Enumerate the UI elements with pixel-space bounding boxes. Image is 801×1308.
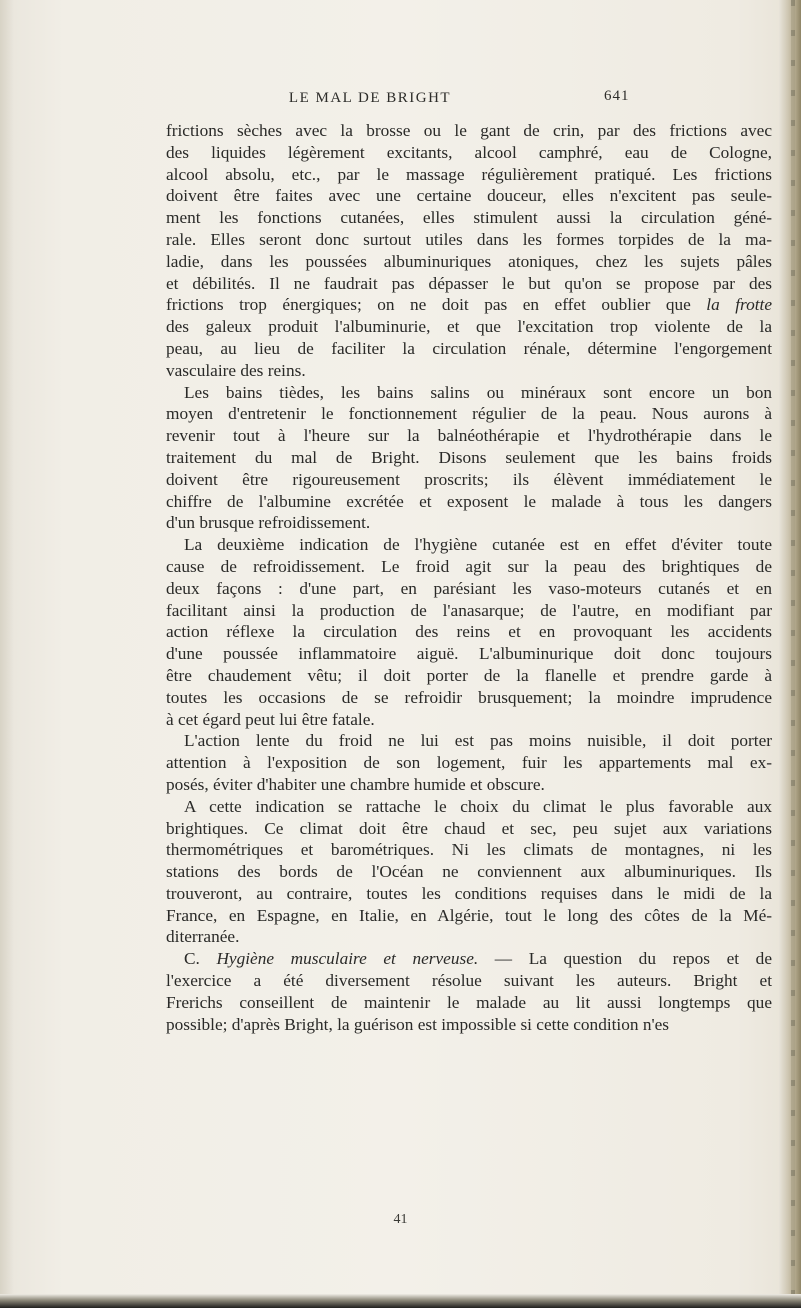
text-line: France, en Espagne, en Italie, en Algérie, tout le long des côtes de la Mé- (166, 905, 772, 925)
text-line: La deuxième indication de l'hygiène cutanée est en effet d'éviter toute (184, 535, 772, 555)
text-line: et débilités. Il ne faudrait pas dépasser le but qu'on se propose par des (166, 273, 772, 293)
text-line: vasculaire des reins. (166, 360, 306, 380)
section-label: C. (184, 949, 217, 969)
text-line: alcool absolu, etc., par le massage régulièrement pratiqué. Les frictions (166, 164, 772, 184)
scan-edge (779, 0, 801, 1308)
text-line: Frerichs conseillent de maintenir le malade au lit aussi longtemps que (166, 992, 772, 1012)
text-line: rale. Elles seront donc surtout utiles dans les formes torpides de la ma- (166, 229, 772, 249)
signature-mark: 41 (393, 1212, 408, 1227)
text-line: traitement du mal de Bright. Disons seulement que les bains froids (166, 447, 772, 467)
text-line: attention à l'exposition de son logement, fuir les appartements mal ex- (166, 753, 772, 773)
scan-bottom-edge (0, 1294, 801, 1308)
page-gutter-shadow (0, 0, 14, 1308)
text-line: brightiques. Ce climat doit être chaud et sec, peu sujet aux variations (166, 818, 772, 838)
scan-edge-texture (791, 0, 795, 1308)
text-line: d'une poussée inflammatoire aiguë. L'albuminurique doit donc toujours (166, 644, 772, 664)
text-line: doivent être faites avec une certaine douceur, elles n'excitent pas seule- (166, 186, 772, 206)
text-line: Les bains tièdes, les bains salins ou minéraux sont encore un bon (184, 382, 772, 402)
text-line: chiffre de l'albumine excrétée et exposent le malade à tous les dangers (166, 491, 772, 511)
text-segment: frictions trop énergiques; on ne doit pas en effet oublier que (166, 295, 707, 315)
text-segment: — La question du repos et de (478, 949, 772, 969)
text-line: thermométriques et barométriques. Ni les climats de montagnes, ni les (166, 840, 772, 860)
page-header (0, 90, 801, 116)
running-title: LE MAL DE BRIGHT (288, 90, 452, 106)
text-line: moyen d'entretenir le fonctionnement régulier de la peau. Nous aurons à (166, 404, 772, 424)
text-line: ladie, dans les poussées albuminuriques atoniques, chez les sujets pâles (166, 251, 772, 271)
text-line: peau, au lieu de faciliter la circulation rénale, détermine l'engorgement (166, 338, 772, 358)
text-line: trouveront, au contraire, toutes les conditions requises dans le midi de la (166, 883, 772, 903)
text-line: facilitant ainsi la production de l'anasarque; de l'autre, en modifiant par (166, 600, 772, 620)
text-line: des liquides légèrement excitants, alcool camphré, eau de Cologne, (166, 142, 772, 162)
italic-phrase: la frotte (706, 295, 772, 315)
page-number: 641 (604, 88, 630, 104)
text-line: possible; d'après Bright, la guérison est impossible si cette condition n'es (166, 1014, 669, 1034)
text-line: doivent être rigoureusement proscrits; ils élèvent immédiatement le (166, 469, 772, 489)
section-heading-line (166, 948, 772, 970)
text-line: ment les fonctions cutanées, elles stimulent aussi la circulation géné- (166, 208, 772, 228)
text-line: A cette indication se rattache le choix du climat le plus favorable aux (184, 796, 772, 816)
text-line-with-italic (166, 294, 772, 316)
text-line: à cet égard peut lui être fatale. (166, 709, 375, 729)
text-line: diterranée. (166, 927, 240, 947)
text-line: L'action lente du froid ne lui est pas moins nuisible, il doit porter (184, 731, 772, 751)
body-text (166, 120, 772, 1035)
text-line: d'un brusque refroidissement. (166, 513, 371, 533)
text-line: revenir tout à l'heure sur la balnéothérapie et l'hydrothérapie dans le (166, 426, 772, 446)
text-line: toutes les occasions de se refroidir brusquement; la moindre imprudence (166, 687, 772, 707)
text-line: deux façons : d'une part, en parésiant les vaso-moteurs cutanés et en (166, 578, 772, 598)
text-line: stations des bords de l'Océan ne conviennent aux albuminuriques. Ils (166, 862, 772, 882)
section-heading-italic: Hygiène musculaire et nerveuse. (216, 949, 479, 969)
text-line: des galeux produit l'albuminurie, et que l'excitation trop violente de la (166, 317, 772, 337)
text-line: l'exercice a été diversement résolue suivant les auteurs. Bright et (166, 971, 772, 991)
text-line: posés, éviter d'habiter une chambre humide et obscure. (166, 774, 545, 794)
text-line: être chaudement vêtu; il doit porter de la flanelle et prendre garde à (166, 665, 772, 685)
text-line: action réflexe la circulation des reins et en provoquant les accidents (166, 622, 772, 642)
text-line: frictions sèches avec la brosse ou le gant de crin, par des frictions avec (166, 121, 772, 140)
text-line: cause de refroidissement. Le froid agit sur la peau des brightiques de (166, 556, 772, 576)
